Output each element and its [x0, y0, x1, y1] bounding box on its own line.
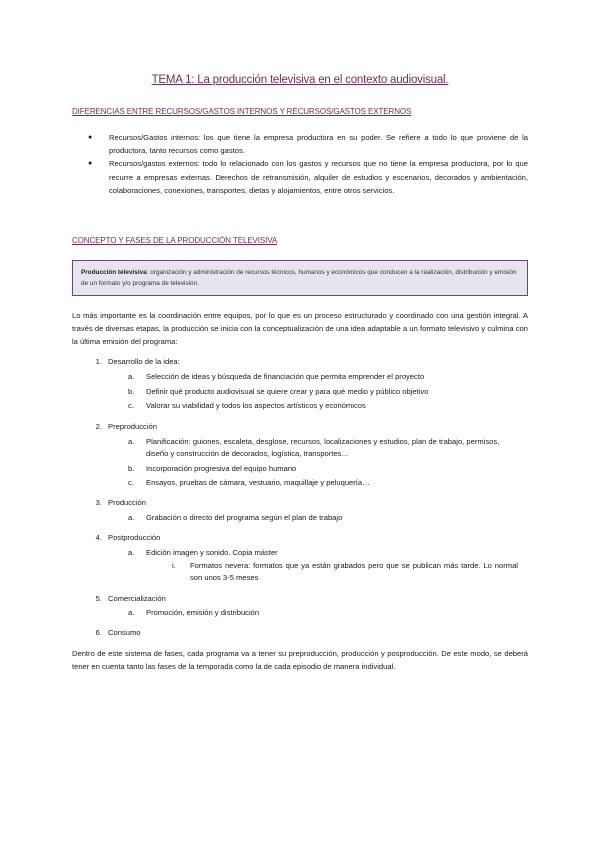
closing-paragraph: Dentro de este sistema de fases, cada programa va a tener su preproducción, producción y posproducción. De este modo, se deberá tener en cuenta tanto las fases de la temporada como la de cada episodio de manera individual. — [72, 649, 528, 672]
section-heading-phases: CONCEPTO Y FASES DE LA PRODUCCIÓN TELEVISIVA — [72, 236, 278, 245]
bullet-dot-icon: ● — [88, 134, 93, 141]
document-title: TEMA 1: La producción televisiva en el contexto audiovisual. — [151, 74, 449, 86]
definition-text: : organización y administración de recursos técnicos, humanos y económicos que conducen a la realización, distribución y emisión de un formato y/o programa de televisión. — [81, 269, 517, 287]
section-heading-resources: DIFERENCIAS ENTRE RECURSOS/GASTOS INTERNOS Y RECURSOS/GASTOS EXTERNOS — [72, 107, 412, 116]
definition-term: Producción televisiva — [81, 269, 147, 276]
bullet-internal: ● Recursos/Gastos internos: los que tiene la empresa productora en su poder. Se refiere a todo lo que proviene de la productora, tanto recursos como gastos. — [88, 133, 528, 156]
intro-paragraph: Lo más importante es la coordinación entre equipos, por lo que es un proceso estructurado y coordinado con una gestión integral. A través de diversas etapas, la producción se inicia con la conceptualización de una idea adaptable a un formato televisivo y culmina con la última emisión del programa: — [72, 311, 528, 347]
bullet-external: ● Recursos/gastos externos: todo lo relacionado con los gastos y recursos que no tiene la empresa productora, por lo que recurre a empresas externas. Derechos de retransmisión, alquiler de estudios y escenarios, decorados y ambientación, colaboraciones, conexiones, transportes, dietas y alojamientos, entre otros servicios. — [88, 159, 528, 195]
document-page: TEMA 1: La producción televisiva en el contexto audiovisual. DIFERENCIAS ENTRE RECURSOS/GASTOS INTERNOS Y RECURSOS/GASTOS EXTERNOS ● Recursos/Gastos internos: los que tiene la empresa productora en su poder. Se refiere a todo lo que proviene de la productora, tanto recursos como gastos. ● Recursos/gastos externos: todo lo relacionado con los gastos y recursos que no tiene la empresa productora, por lo que recurre a empresas externas. Derechos de retransmisión, alquiler de estudios y escenarios, decorados y ambientación, colaboraciones, conexiones, transportes, dietas y alojamientos, entre otros servicios. CONCEPTO Y FASES DE LA PRODUCCIÓN TELEVISIVA Producción televisiva: organización y administración de recursos técnicos, humanos y económicos que conducen a la realización, distribución y emisión de un formato y/o programa de televisión. Lo más importante es la coordinación entre equipos, por lo que es un proceso estructurado y coordinado con una gestión integral. A través de diversas etapas, la producción se inicia con la conceptualización de una idea adaptable a un formato televisivo y culmina con la última emisión del programa: 1. Desarrollo de la idea: a. Selección de ideas y búsqueda de financiación que permita emprender el proyecto b. Definir qué producto audiovisual se quiere crear y para qué medio y público objetivo c. Valorar su viabilidad y todos los aspectos artísticos y económicos 2. Preproducción a. Planificación: guiones, escaleta, desglose, recursos, localizaciones y estudios, plan de trabajo, permisos, diseño y construcción de decorados, logística, transportes… b. Incorporación progresiva del equipo humano c. Ensayos, pruebas de cámara, vestuario, maquillaje y peluquería… 3. Producción a. Grabación o directo del programa según el plan de trabajo 4. Postproducción a. Edición imagen y sonido. Copia máster i. Formatos nevera: formatos que ya están grabados pero que se publican más tarde. Lo normal son unos 3-5 meses 5. Comercialización a. Promoción, emisión y distribución 6. Consumo Dentro de este sistema de fases, cada programa va a tener su preproducción, producción y posproducción. De este modo, se deberá tener en cuenta tanto las fases de la temporada como la de cada episodio de manera individual. — [0, 0, 600, 848]
definition-box — [72, 260, 528, 296]
bullet-dot-icon: ● — [88, 160, 93, 168]
resources-bullet-list — [72, 131, 528, 197]
